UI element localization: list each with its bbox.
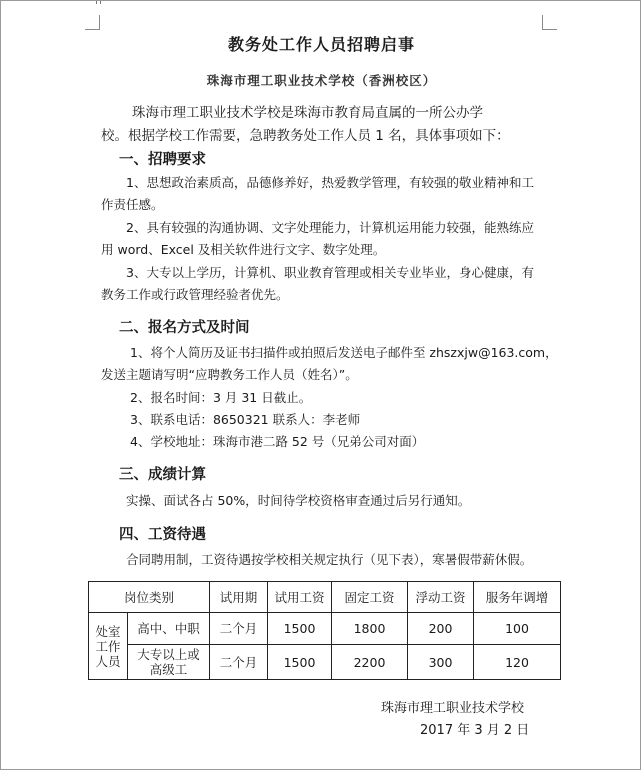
header-cell: 岗位类别 — [89, 582, 210, 613]
table-row — [89, 645, 561, 680]
crop-mark-top-left — [85, 15, 100, 30]
group-label-cell — [89, 613, 128, 680]
probation-cell: 二个月 — [210, 613, 268, 645]
signature-date: 2017 年 3 月 2 日 — [420, 723, 530, 738]
section-1-line-6: 教务工作或行政管理经验者优先。 — [101, 287, 289, 302]
category-cell — [128, 645, 210, 680]
section-1-line-5: 3、大专以上学历，计算机、职业教育管理或相关专业毕业，身心健康，有 — [126, 265, 534, 280]
section-1-line-2: 作责任感。 — [101, 197, 164, 212]
table-row — [89, 613, 561, 645]
fixed-salary-cell: 2200 — [332, 645, 408, 680]
section-2-line-4: 3、联系电话：8650321 联系人：李老师 — [130, 412, 361, 427]
intro-line-1: 珠海市理工职业技术学校是珠海市教育局直属的一所公办学 — [132, 105, 483, 121]
floating-salary-cell: 300 — [408, 645, 474, 680]
section-heading-4: 四、工资待遇 — [119, 527, 206, 543]
section-heading-2: 二、报名方式及时间 — [119, 320, 250, 336]
header-cell: 服务年调增 — [474, 582, 561, 613]
section-heading-1: 一、招聘要求 — [119, 152, 206, 168]
section-4-line-1: 合同聘用制，工资待遇按学校相关规定执行（见下表），寒暑假带薪休假。 — [126, 552, 533, 567]
annual-increase-cell: 100 — [474, 613, 561, 645]
section-heading-3: 三、成绩计算 — [119, 467, 206, 483]
table-header-row — [89, 582, 561, 613]
section-2-line-2: 发送主题请写明“应聘教务工作人员（姓名）”。 — [101, 367, 358, 382]
header-cell: 试用期 — [210, 582, 268, 613]
annual-increase-cell: 120 — [474, 645, 561, 680]
doc-subtitle: 珠海市理工职业技术学校（香洲校区） — [206, 73, 437, 88]
section-2-line-5: 4、学校地址：珠海市港二路 52 号（兄弟公司对面） — [130, 434, 425, 449]
fixed-salary-cell: 1800 — [332, 613, 408, 645]
header-cell: 浮动工资 — [408, 582, 474, 613]
section-1-line-1: 1、思想政治素质高，品德修养好，热爱教学管理，有较强的敬业精神和工 — [126, 175, 534, 190]
group-label-line: 处室 — [95, 623, 121, 639]
group-label-line: 人员 — [95, 653, 121, 669]
doc-title: 教务处工作人员招聘启事 — [227, 35, 415, 54]
floating-salary-cell: 200 — [408, 613, 474, 645]
category-line: 高级工 — [149, 662, 188, 677]
signature-org: 珠海市理工职业技术学校 — [381, 701, 525, 716]
top-mark — [96, 1, 101, 4]
header-cell: 试用工资 — [268, 582, 332, 613]
category-line: 大专以上或 — [137, 647, 200, 662]
intro-line-2: 校。根据学校工作需要，急聘教务处工作人员 1 名，具体事项如下： — [101, 128, 510, 144]
section-2-line-3: 2、报名时间：3 月 31 日截止。 — [130, 390, 312, 405]
section-1-line-4: 用 word、Excel 及相关软件进行文字、数字处理。 — [101, 242, 386, 257]
section-2-line-1: 1、将个人简历及证书扫描件或拍照后发送电子邮件至 zhszxjw@163.com， — [130, 345, 558, 360]
salary-table — [88, 581, 561, 680]
trial-salary-cell: 1500 — [268, 645, 332, 680]
probation-cell: 二个月 — [210, 645, 268, 680]
header-cell: 固定工资 — [332, 582, 408, 613]
group-label-line: 工作 — [95, 638, 121, 654]
category-cell: 高中、中职 — [128, 613, 210, 645]
crop-mark-top-right — [542, 15, 557, 30]
section-3-line-1: 实操、面试各占 50%，时间待学校资格审查通过后另行通知。 — [126, 493, 471, 508]
section-1-line-3: 2、具有较强的沟通协调、文字处理能力，计算机运用能力较强，能熟练应 — [126, 220, 534, 235]
trial-salary-cell: 1500 — [268, 613, 332, 645]
